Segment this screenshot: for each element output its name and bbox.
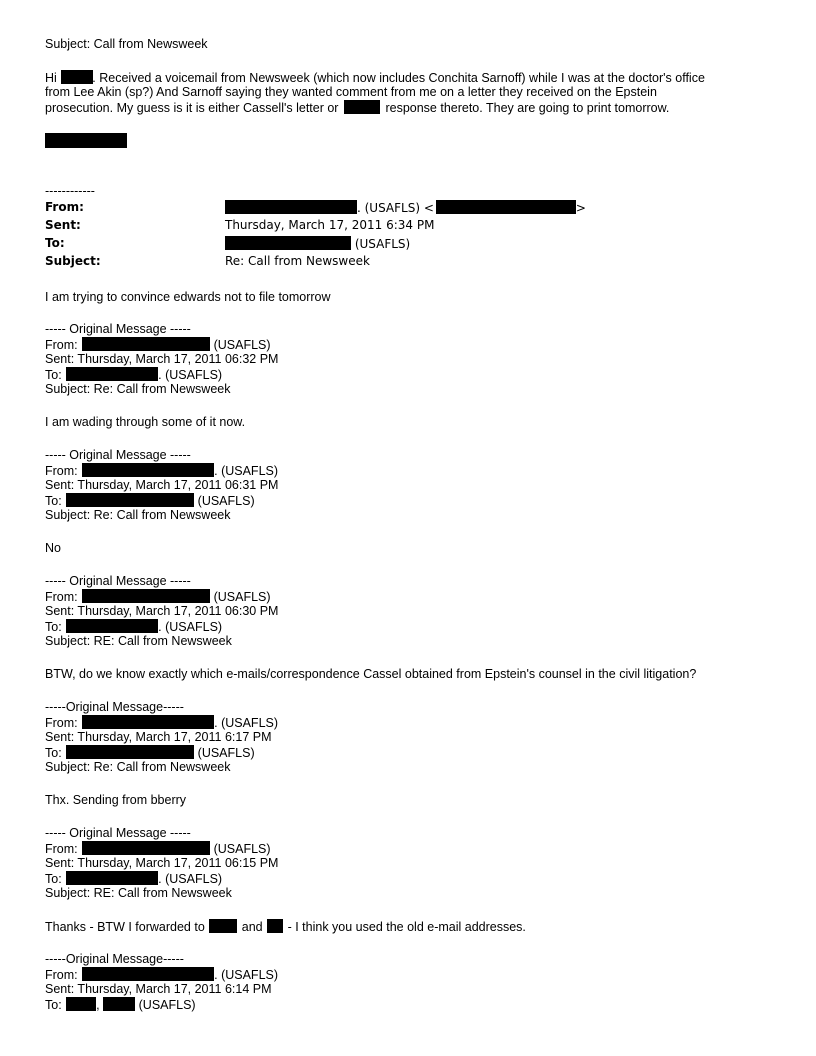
redaction-block bbox=[225, 200, 357, 214]
from-line: From: (USAFLS) bbox=[45, 842, 271, 856]
from-line: From: . (USAFLS) bbox=[45, 716, 279, 730]
original-message-label: -----Original Message----- bbox=[45, 952, 184, 966]
body-text: response thereto. They are going to print tomorrow. bbox=[385, 101, 670, 115]
message-body: No bbox=[45, 541, 61, 555]
to-line: To: . (USAFLS) bbox=[45, 368, 223, 382]
message-body: Thx. Sending from bberry bbox=[45, 793, 187, 807]
redaction-block bbox=[66, 493, 194, 507]
subject-line: Subject: Re: Call from Newsweek bbox=[45, 760, 231, 774]
header-subject-value: Re: Call from Newsweek bbox=[225, 254, 370, 268]
sent-line: Sent: Thursday, March 17, 2011 06:15 PM bbox=[45, 856, 279, 870]
divider: ------------ bbox=[45, 184, 95, 198]
redaction-block bbox=[66, 871, 158, 885]
message-body: Thanks - BTW I forwarded to and - I think you used the old e-mail addresses. bbox=[45, 920, 526, 934]
subject-line: Subject: RE: Call from Newsweek bbox=[45, 634, 232, 648]
redaction-block bbox=[209, 919, 237, 933]
subject-line: Subject: Re: Call from Newsweek bbox=[45, 508, 231, 522]
redaction-block bbox=[82, 337, 210, 351]
top-body-line-1 bbox=[45, 70, 705, 86]
redaction-block bbox=[66, 997, 96, 1011]
message-body: I am wading through some of it now. bbox=[45, 415, 246, 429]
header-sent-label: Sent: bbox=[45, 218, 81, 232]
redaction-block bbox=[82, 463, 214, 477]
original-message-label: ----- Original Message ----- bbox=[45, 574, 191, 588]
original-message-label: ----- Original Message ----- bbox=[45, 448, 191, 462]
sent-line: Sent: Thursday, March 17, 2011 06:31 PM bbox=[45, 478, 279, 492]
message-body: I am trying to convince edwards not to file tomorrow bbox=[45, 290, 331, 304]
redaction-block bbox=[436, 200, 576, 214]
redaction-block bbox=[61, 70, 93, 84]
redaction-block bbox=[82, 841, 210, 855]
redaction-block bbox=[82, 589, 210, 603]
from-line: From: (USAFLS) bbox=[45, 590, 271, 604]
sent-line: Sent: Thursday, March 17, 2011 06:30 PM bbox=[45, 604, 279, 618]
top-subject: Subject: Call from Newsweek bbox=[45, 37, 208, 51]
body-text: . Received a voicemail from Newsweek (which now includes Conchita Sarnoff) while I was at the doctor's office bbox=[92, 71, 705, 85]
from-line: From: . (USAFLS) bbox=[45, 464, 279, 478]
top-body-line-3 bbox=[45, 100, 669, 116]
top-body-line-2: from Lee Akin (sp?) And Sarnoff saying they wanted comment from me on a letter they received on the Epstein bbox=[45, 85, 657, 99]
from-line: From: (USAFLS) bbox=[45, 338, 271, 352]
original-message-label: ----- Original Message ----- bbox=[45, 322, 191, 336]
redaction-block bbox=[82, 715, 214, 729]
signature-redaction bbox=[45, 133, 127, 148]
body-text: prosecution. My guess is it is either Cassell's letter or bbox=[45, 101, 339, 115]
message-body: BTW, do we know exactly which e-mails/correspondence Cassel obtained from Epstein's counsel in the civil litigation? bbox=[45, 667, 697, 681]
header-subject-label: Subject: bbox=[45, 254, 101, 268]
header-from-label: From: bbox=[45, 200, 84, 214]
header-sent-value: Thursday, March 17, 2011 6:34 PM bbox=[225, 218, 435, 232]
to-line: To: , (USAFLS) bbox=[45, 998, 196, 1012]
to-line: To: (USAFLS) bbox=[45, 494, 255, 508]
redaction-block bbox=[66, 367, 158, 381]
original-message-label: -----Original Message----- bbox=[45, 700, 184, 714]
redaction-block bbox=[267, 919, 283, 933]
redaction-block bbox=[66, 619, 158, 633]
sent-line: Sent: Thursday, March 17, 2011 6:14 PM bbox=[45, 982, 272, 996]
original-message-label: ----- Original Message ----- bbox=[45, 826, 191, 840]
redaction-block bbox=[66, 745, 194, 759]
redaction-block bbox=[344, 100, 380, 114]
redaction-block bbox=[82, 967, 214, 981]
from-line: From: . (USAFLS) bbox=[45, 968, 279, 982]
sent-line: Sent: Thursday, March 17, 2011 6:17 PM bbox=[45, 730, 272, 744]
subject-line: Subject: Re: Call from Newsweek bbox=[45, 382, 231, 396]
to-line: To: (USAFLS) bbox=[45, 746, 255, 760]
to-line: To: . (USAFLS) bbox=[45, 872, 223, 886]
redaction-block bbox=[225, 236, 351, 250]
subject-line: Subject: RE: Call from Newsweek bbox=[45, 886, 232, 900]
header-to-label: To: bbox=[45, 236, 65, 250]
sent-line: Sent: Thursday, March 17, 2011 06:32 PM bbox=[45, 352, 279, 366]
body-text: Hi bbox=[45, 71, 57, 85]
header-from-value: . (USAFLS) < > bbox=[225, 200, 586, 216]
header-to-value: (USAFLS) bbox=[225, 236, 410, 252]
redaction-block bbox=[103, 997, 135, 1011]
to-line: To: . (USAFLS) bbox=[45, 620, 223, 634]
